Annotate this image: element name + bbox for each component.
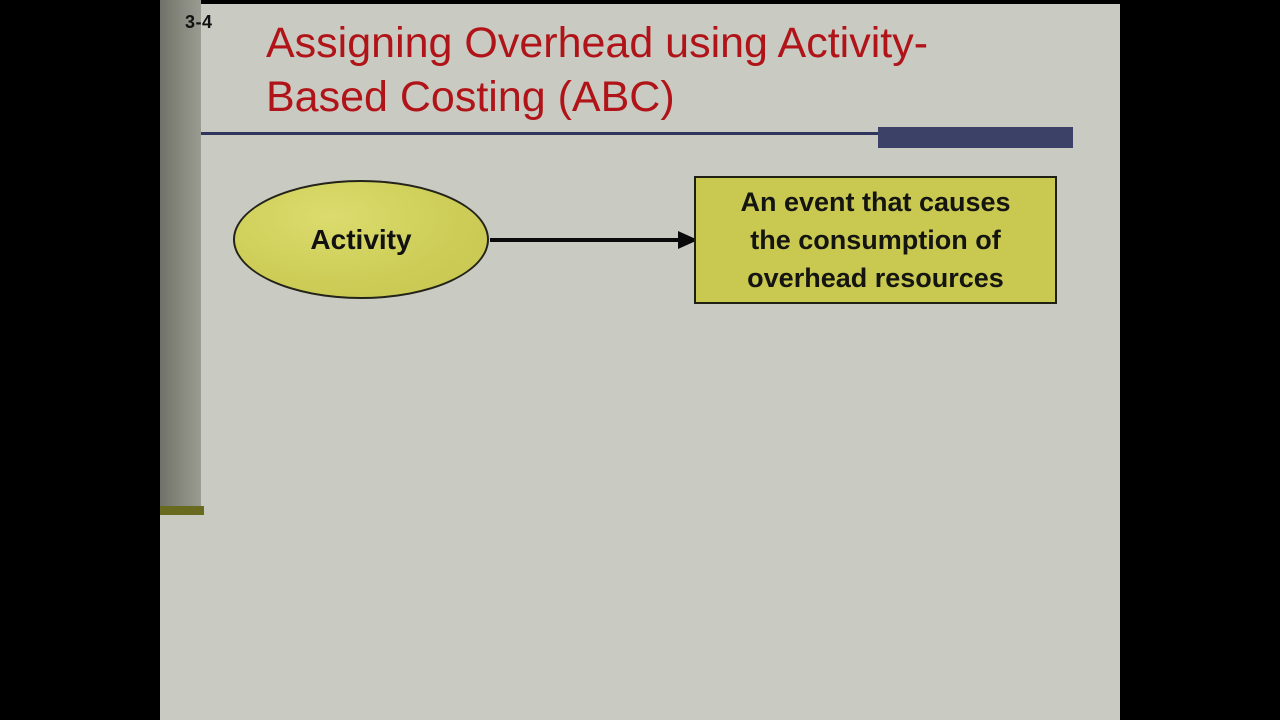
slide-title bbox=[266, 16, 1046, 124]
sidebar-olive-underline bbox=[160, 506, 204, 515]
callout-line: An event that causes bbox=[740, 187, 1011, 217]
top-border-strip bbox=[160, 0, 1120, 4]
callout-line: the consumption of bbox=[750, 225, 1001, 255]
sidebar-strip bbox=[160, 0, 201, 506]
callout-box bbox=[694, 176, 1057, 304]
title-accent-block bbox=[878, 127, 1073, 148]
callout-line: overhead resources bbox=[747, 263, 1004, 293]
slide-title-line-2: Based Costing (ABC) bbox=[266, 73, 675, 121]
activity-node-ellipse bbox=[233, 180, 489, 299]
slide-title-line-1: Assigning Overhead using Activity- bbox=[266, 19, 929, 67]
slide-number: 3-4 bbox=[185, 12, 213, 32]
activity-node-label: Activity bbox=[310, 223, 412, 255]
slide-canvas bbox=[160, 0, 1120, 720]
right-arrow-icon bbox=[488, 227, 698, 253]
